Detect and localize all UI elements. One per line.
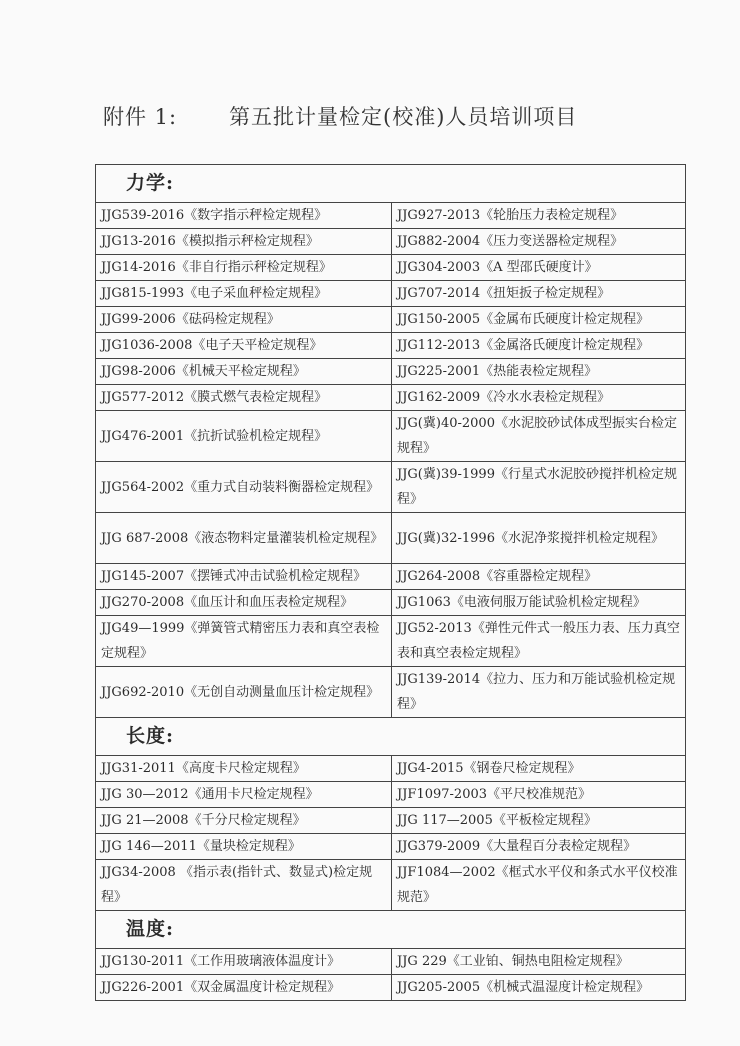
item-cell: JJG577-2012《膜式燃气表检定规程》 (96, 385, 392, 411)
table-row (96, 359, 686, 385)
item-cell: JJG927-2013《轮胎压力表检定规程》 (392, 203, 686, 229)
table-row (96, 255, 686, 281)
table-row (96, 756, 686, 782)
item-cell: JJG539-2016《数字指示秤检定规程》 (96, 203, 392, 229)
item-cell: JJG52-2013《弹性元件式一般压力表、压力真空表和真空表检定规程》 (392, 616, 686, 667)
section-header-temperature: 温度: (96, 911, 686, 949)
item-cell: JJG 229《工业铂、铜热电阻检定规程》 (392, 949, 686, 975)
item-cell: JJG49—1999《弹簧管式精密压力表和真空表检定规程》 (96, 616, 392, 667)
item-cell: JJG564-2002《重力式自动装料衡器检定规程》 (96, 462, 392, 513)
table-row (96, 616, 686, 667)
item-cell: JJG225-2001《热能表检定规程》 (392, 359, 686, 385)
item-cell: JJG 21—2008《千分尺检定规程》 (96, 808, 392, 834)
item-cell: JJG 687-2008《液态物料定量灌装机检定规程》 (96, 513, 392, 564)
attachment-label: 附件 1: (103, 105, 178, 129)
item-cell: JJG162-2009《冷水水表检定规程》 (392, 385, 686, 411)
table-row (96, 975, 686, 1001)
item-cell: JJG(冀)39-1999《行星式水泥胶砂搅拌机检定规程》 (392, 462, 686, 513)
item-cell: JJG1063《电液伺服万能试验机检定规程》 (392, 590, 686, 616)
item-cell: JJG379-2009《大量程百分表检定规程》 (392, 834, 686, 860)
item-cell: JJG13-2016《模拟指示秤检定规程》 (96, 229, 392, 255)
item-cell: JJG692-2010《无创自动测量血压计检定规程》 (96, 667, 392, 718)
item-cell: JJG304-2003《A 型邵氏硬度计》 (392, 255, 686, 281)
document-title: 第五批计量检定(校准)人员培训项目 (229, 105, 578, 129)
item-cell: JJG130-2011《工作用玻璃液体温度计》 (96, 949, 392, 975)
item-cell: JJG112-2013《金属洛氏硬度计检定规程》 (392, 333, 686, 359)
item-cell: JJG226-2001《双金属温度计检定规程》 (96, 975, 392, 1001)
item-cell: JJG476-2001《抗折试验机检定规程》 (96, 411, 392, 462)
table-row (96, 307, 686, 333)
item-cell: JJG1036-2008《电子天平检定规程》 (96, 333, 392, 359)
item-cell: JJG145-2007《摆锤式冲击试验机检定规程》 (96, 564, 392, 590)
item-cell: JJG150-2005《金属布氏硬度计检定规程》 (392, 307, 686, 333)
table-row (96, 281, 686, 307)
table-row (96, 834, 686, 860)
item-cell: JJG99-2006《砝码检定规程》 (96, 307, 392, 333)
item-cell: JJG(冀)40-2000《水泥胶砂试体成型振实台检定规程》 (392, 411, 686, 462)
table-row (96, 949, 686, 975)
item-cell: JJG139-2014《拉力、压力和万能试验机检定规程》 (392, 667, 686, 718)
item-cell: JJG(冀)32-1996《水泥净浆搅拌机检定规程》 (392, 513, 686, 564)
item-cell: JJG4-2015《钢卷尺检定规程》 (392, 756, 686, 782)
section-header-mechanics: 力学: (96, 165, 686, 203)
table-row (96, 590, 686, 616)
section-header-length: 长度: (96, 718, 686, 756)
table-row (96, 462, 686, 513)
item-cell: JJG707-2014《扭矩扳子检定规程》 (392, 281, 686, 307)
table-row (96, 564, 686, 590)
item-cell: JJG14-2016《非自行指示秤检定规程》 (96, 255, 392, 281)
item-cell: JJG264-2008《容重器检定规程》 (392, 564, 686, 590)
item-cell: JJG34-2008 《指示表(指针式、数显式)检定规程》 (96, 860, 392, 911)
item-cell: JJG205-2005《机械式温湿度计检定规程》 (392, 975, 686, 1001)
item-cell: JJG 30—2012《通用卡尺检定规程》 (96, 782, 392, 808)
table-row (96, 860, 686, 911)
item-cell: JJG882-2004《压力变送器检定规程》 (392, 229, 686, 255)
item-cell: JJG 146—2011《量块检定规程》 (96, 834, 392, 860)
table-row (96, 411, 686, 462)
item-cell: JJG 117—2005《平板检定规程》 (392, 808, 686, 834)
training-items-table (95, 164, 686, 1001)
item-cell: JJG31-2011《高度卡尺检定规程》 (96, 756, 392, 782)
table-row (96, 385, 686, 411)
item-cell: JJF1084—2002《框式水平仪和条式水平仪校准规范》 (392, 860, 686, 911)
item-cell: JJG270-2008《血压计和血压表检定规程》 (96, 590, 392, 616)
table-row (96, 229, 686, 255)
item-cell: JJF1097-2003《平尺校准规范》 (392, 782, 686, 808)
item-cell: JJG815-1993《电子采血秤检定规程》 (96, 281, 392, 307)
table-row (96, 808, 686, 834)
table-row (96, 333, 686, 359)
item-cell: JJG98-2006《机械天平检定规程》 (96, 359, 392, 385)
table-row (96, 782, 686, 808)
page-heading (103, 101, 577, 131)
table-row (96, 513, 686, 564)
table-row (96, 203, 686, 229)
table-row (96, 667, 686, 718)
